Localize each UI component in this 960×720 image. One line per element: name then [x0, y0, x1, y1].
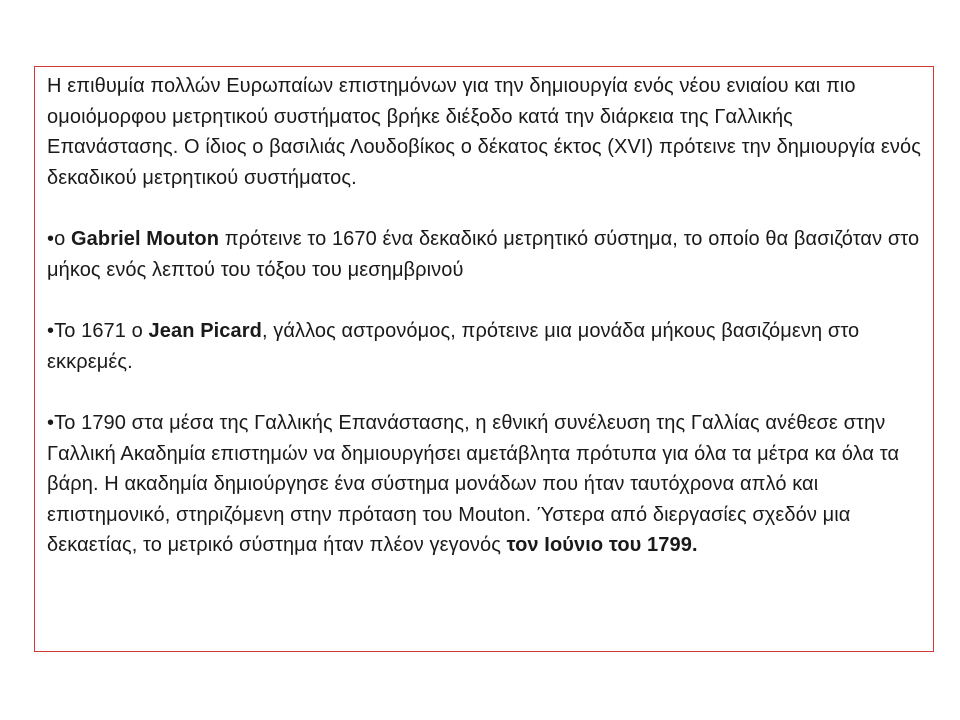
- bullet-text-pre: Το 1790 στα μέσα της Γαλλικής Επανάστασης, η εθνική συνέλευση της Γαλλίας ανέθεσε στην Γαλλική Ακαδημία επιστημών να δημιουργήσει αμετάβλητα πρότυπα για όλα τα μέτρα κα όλα τα βάρη. Η ακαδημία δημιούργησε ένα σύστημα μονάδων που ήταν ταυτόχρονα απλό και επιστημονικό, στηριζόμενη στην πρόταση του Mouton. Ύστερα από διεργασίες σχεδόν μια δεκαετίας, το μετρικό σύστημα ήταν πλέον γεγονός: [47, 412, 900, 556]
- bullet-text-bold: Gabriel Mouton: [71, 228, 220, 250]
- bullet-icon: •: [47, 228, 55, 250]
- bullet-text-post: πρότεινε το 1670 ένα δεκαδικό μετρητικό σύστημα, το οποίο θα βασιζόταν στο μήκος ενός λεπτού του τόξου του μεσημβρινού: [47, 228, 920, 281]
- bullet-item: [47, 408, 923, 561]
- spacer: [47, 193, 923, 224]
- bullet-text-pre: Το 1671 ο: [54, 320, 149, 342]
- bullet-text-bold: τον Ιούνιο του 1799.: [506, 534, 698, 556]
- text-box: [34, 66, 934, 652]
- bullet-text-post: , γάλλος αστρονόμος, πρότεινε μια μονάδα μήκους βασιζόμενη στο εκκρεμές.: [47, 320, 860, 373]
- spacer: [47, 377, 923, 408]
- bullet-item: [47, 224, 923, 285]
- spacer: [47, 285, 923, 316]
- bullet-text-bold: Jean Picard: [148, 320, 262, 342]
- bullet-item: [47, 316, 923, 377]
- bullet-text-pre: ο: [54, 228, 71, 250]
- bullet-icon: •: [47, 320, 55, 342]
- bullet-icon: •: [47, 412, 55, 434]
- intro-paragraph: Η επιθυμία πολλών Ευρωπαίων επιστημόνων για την δημιουργία ενός νέου ενιαίου και πιο ομοιόμορφου μετρητικού συστήματος βρήκε διέξοδο κατά την διάρκεια της Γαλλικής Επανάστασης. Ο ίδιος ο βασιλιάς Λουδοβίκος ο δέκατος έκτος (XVI) πρότεινε την δημιουργία ενός δεκαδικού μετρητικού συστήματος.: [47, 75, 921, 189]
